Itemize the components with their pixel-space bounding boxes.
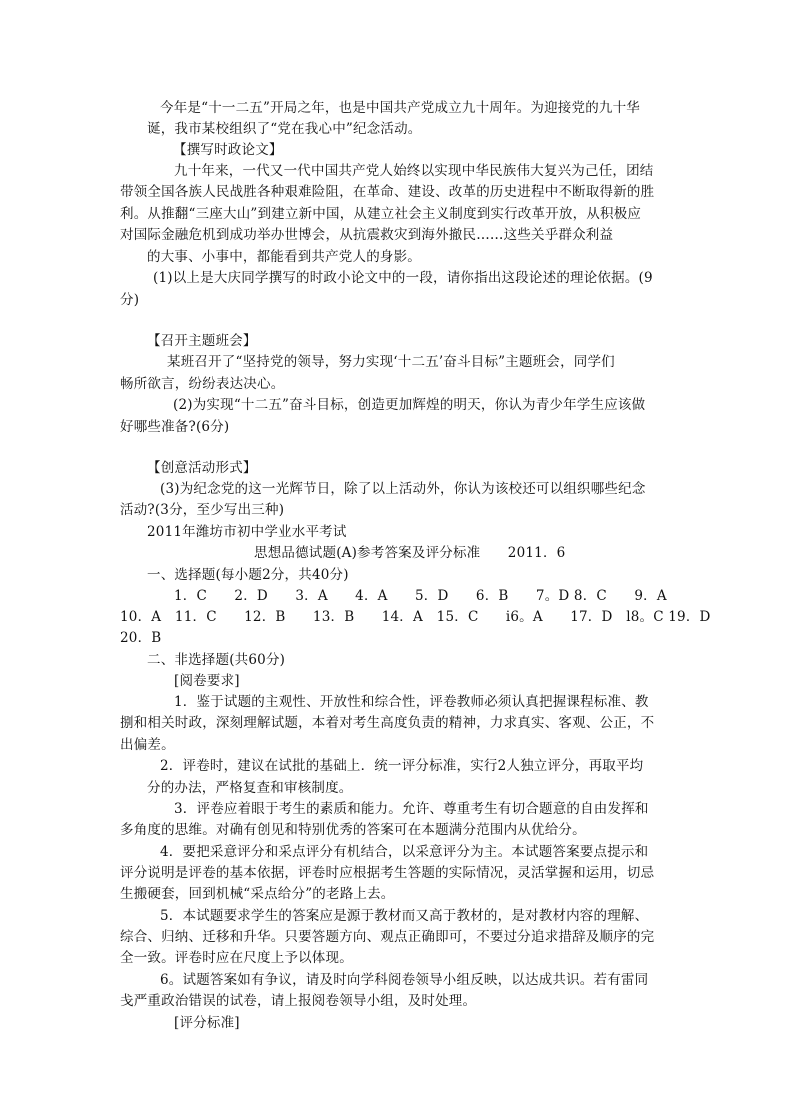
- answer-exam-title: 2011年潍坊市初中学业水平考试: [147, 524, 347, 540]
- heading-creative-activities: 【创意活动形式】: [147, 460, 257, 476]
- review-rule-5-line-2: 综合、归纳、迁移和升华。只要答题方向、观点正确即可，不要过分追求措辞及顺序的完: [120, 929, 655, 945]
- intro-line-1: 今年是“十一二五”开局之年，也是中国共产党成立九十周年。为迎接党的九十华: [160, 100, 641, 116]
- review-rule-5-line-3: 全一致。评卷时应在尺度上予以体现。: [120, 950, 353, 966]
- essay-para-line-1: 九十年来，一代又一代中国共产党人始终以实现中华民族伟大复兴为己任，团结: [174, 163, 654, 179]
- part-2-heading: 二、非选择题(共60分): [147, 652, 286, 668]
- answer-subtitle: 思想品德试题(A)参考答案及评分标准 2011．6: [254, 545, 566, 561]
- review-rule-5-line-1: 5．本试题要求学生的答案应是源于教材而又高于教材的，是对教材内容的理解、: [160, 908, 649, 924]
- question-3-line-1: (3)为纪念党的这一光辉节日，除了以上活动外，你认为该校还可以组织哪些纪念: [160, 481, 646, 497]
- review-rule-1-line-2: 捌和相关时政，深刻理解试题，本着对考生高度负责的精神，力求真实、客观、公正，不: [120, 715, 655, 731]
- heading-writing-essay: 【撰写时政论文】: [173, 142, 283, 158]
- part-1-heading: 一、选择题(每小题2分，共40分): [147, 567, 349, 583]
- choice-answers-line-2: 10．A 11．C 12．B 13．B 14．A 15．C i6。A 17．D l8。C 19．D: [120, 609, 711, 625]
- review-rule-6-line-2: 戋严重政治错误的试卷，请上报阅卷领导小组，及时处理。: [120, 993, 477, 1009]
- review-requirements-heading: [阅卷要求]: [174, 673, 240, 689]
- meeting-para-line-1: 某班召开了“坚持党的领导，努力实现‘十二五’奋斗目标”主题班会，同学们: [167, 354, 615, 370]
- choice-answers-line-3: 20．B: [120, 630, 162, 646]
- question-1-line-1: (1)以上是大庆同学撰写的时政小论文中的一段，请你指出这段论述的理论依据。(9: [153, 270, 653, 286]
- intro-line-2: 诞，我市某校组织了“党在我心中”纪念活动。: [147, 121, 422, 137]
- question-1-line-2: 分): [120, 292, 140, 308]
- review-rule-1-line-3: 出偏差。: [120, 737, 175, 753]
- review-rule-6-line-1: 6。试题答案如有争议，请及时向学科阅卷领导小组反映，以达成共识。若有雷同: [160, 972, 649, 988]
- question-2-line-2: 好哪些准备?(6分): [120, 419, 230, 435]
- review-rule-2-line-1: 2．评卷时，建议在试批的基础上．统一评分标准，实行2人独立评分，再取平均: [160, 758, 644, 774]
- choice-answers-line-1: 1．C 2．D 3．A 4．A 5．D 6．B 7。D 8．C 9．A: [174, 588, 667, 604]
- essay-para-line-2: 带领全国各族人民战胜各种艰难险阻，在革命、建设、改革的历史进程中不断取得新的胜: [120, 184, 655, 200]
- question-2-line-1: (2)为实现“十二五”奋斗目标，创造更加辉煌的明天，你认为青少年学生应该做: [173, 397, 646, 413]
- review-rule-1-line-1: 1．鉴于试题的主观性、开放性和综合性，评卷教师必须认真把握课程标准、教: [174, 694, 649, 710]
- review-rule-4-line-3: 生搬硬套，回到机械“采点给分”的老路上去。: [120, 886, 395, 902]
- review-rule-4-line-1: 4．要把采意评分和采点评分有机结合，以采意评分为主。本试题答案要点提示和: [160, 844, 649, 860]
- question-3-line-2: 活动?(3分，至少写出三种): [120, 502, 285, 518]
- review-rule-2-line-2: 分的办法，严格复查和审核制度。: [147, 780, 353, 796]
- scoring-standard-heading: [评分标准]: [174, 1015, 240, 1031]
- review-rule-3-line-1: 3．评卷应着眼于考生的素质和能力。允许、尊重考生有切合题意的自由发挥和: [174, 801, 649, 817]
- meeting-para-line-2: 畅所欲言，纷纷表达决心。: [120, 376, 285, 392]
- heading-class-meeting: 【召开主题班会】: [147, 333, 257, 349]
- review-rule-4-line-2: 评分说明是评卷的基本依据，评卷时应根据考生答题的实际情况，灵活掌握和运用，切忌: [120, 865, 655, 881]
- review-rule-3-line-2: 多角度的思维。对确有创见和特别优秀的答案可在本题满分范围内从优给分。: [120, 822, 586, 838]
- essay-para-line-3: 利。从推翻“三座大山”到建立新中国，从建立社会主义制度到实行改革开放，从积极应: [120, 206, 642, 222]
- essay-para-line-4: 对国际金融危机到成功举办世博会，从抗震救灾到海外撤民……这些关乎群众利益: [120, 227, 614, 243]
- essay-para-line-5: 的大事、小事中，都能看到共产党人的身影。: [147, 249, 421, 265]
